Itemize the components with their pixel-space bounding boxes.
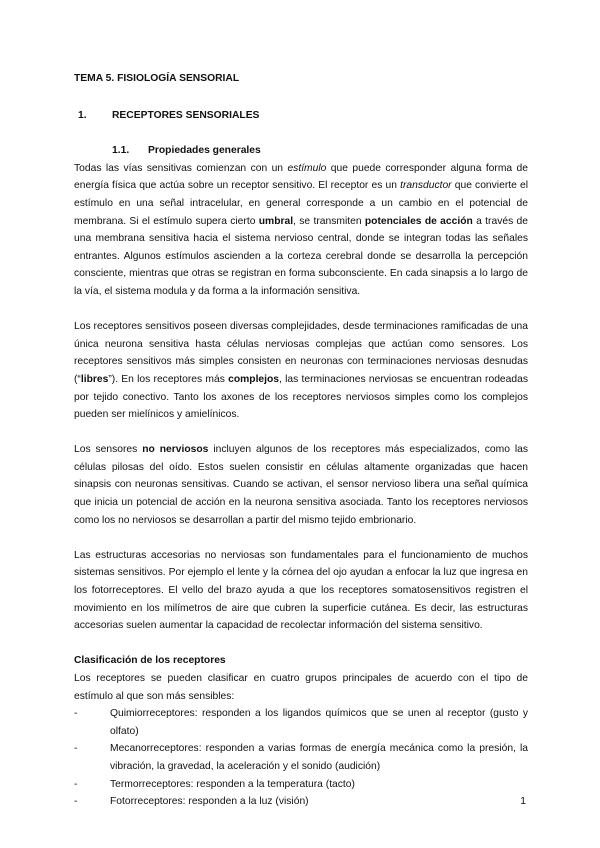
page-number: 1 xyxy=(520,796,526,807)
text-run: Los sensores xyxy=(74,444,143,456)
text-run: Los receptores sensitivos poseen diversas complejidades, desde terminaciones ramificadas de una única neurona sensitiva hasta células nerviosas complejas que actúan como sensores. Los receptores sensitivos más simples consisten en neuronas con terminaciones nerviosas desnudas (“ xyxy=(74,321,528,385)
paragraph-1 xyxy=(74,160,528,301)
section-heading xyxy=(74,107,528,125)
list-item xyxy=(74,740,528,775)
list-item xyxy=(74,776,528,794)
list-item xyxy=(74,793,528,811)
bullet-dash: - xyxy=(74,778,78,790)
section-title: RECEPTORES SENSORIALES xyxy=(112,109,260,121)
classification-intro: Los receptores se pueden clasificar en cuatro grupos principales de acuerdo con el tipo de estímulo al que son más sensibles: xyxy=(74,673,528,702)
subsection-number: 1.1. xyxy=(112,145,130,157)
text-run: que convierte el estímulo en una señal intracelular, en general corresponde a un cambio en el potencial de membrana. Si el estímulo supera cierto xyxy=(74,180,528,227)
paragraph-2 xyxy=(74,318,528,424)
paragraph-3 xyxy=(74,441,528,529)
bold-text: umbral xyxy=(258,215,294,227)
text-run: , las terminaciones nerviosas se encuentran rodeadas por tejido conectivo. Tanto los axones de los receptores nerviosos simples como los complejos pueden ser mielínicos y amielínicos. xyxy=(74,373,528,421)
bullet-dash: - xyxy=(74,708,78,720)
document-title: TEMA 5. FISIOLOGÍA SENSORIAL xyxy=(74,73,240,84)
text-run: , se transmiten xyxy=(293,215,365,227)
text-run: que puede corresponder alguna forma de energía física que actúa sobre un receptor sensitivo. El receptor es un xyxy=(74,162,529,192)
list-item xyxy=(74,705,528,740)
receptor-list xyxy=(74,705,528,811)
list-item-text: Mecanorreceptores: responden a varias formas de energía mecánica como la presión, la vibración, la gravedad, la aceleración y el sonido (audición) xyxy=(110,743,528,772)
paragraph-4 xyxy=(74,547,528,635)
bullet-dash: - xyxy=(74,796,78,808)
subsection-heading xyxy=(74,142,528,160)
bold-text: potenciales de acción xyxy=(364,215,473,227)
text-run: incluyen algunos de los receptores más especializados, como las células pilosas del oído. Estos suelen consistir en células altamente organizadas que hacen sinapsis con neuronas sensitivas. Cuando se activan, el sensor nervioso libera una señal química que inicia un potencial de acción en la neurona sensitiva asociada. Tanto los receptores nerviosos como los no nerviosos se desarrollan a partir del mismo tejido embrionario. xyxy=(74,444,528,526)
subsection-title: Propiedades generales xyxy=(148,145,261,157)
text-run: a través de una membrana sensitiva hacia el sistema nervioso central, donde se integran todas las señales entrantes. Algunos estímulos ascienden a la corteza cerebral donde se desarrolla la percepción consciente, mientras que otras se registran en forma subconsciente. En cada sinapsis a lo largo de la vía, el sistema modula y da forma a la información sensitiva. xyxy=(74,215,528,297)
bullet-dash: - xyxy=(74,743,78,755)
emphasis-text: transductor xyxy=(400,180,452,192)
bold-text: complejos xyxy=(228,373,280,385)
list-item-text: Termorreceptores: responden a la temperatura (tacto) xyxy=(110,778,355,790)
emphasis-text: estímulo xyxy=(287,162,327,174)
text-run: Todas las vías sensitivas comienzan con un xyxy=(74,162,288,174)
bold-text: libres xyxy=(80,373,109,385)
document-body xyxy=(74,70,528,811)
list-item-text: Fotorreceptores: responden a la luz (visión) xyxy=(110,796,309,808)
list-item-text: Quimiorreceptores: responden a los ligandos químicos que se unen al receptor (gusto y olfato) xyxy=(110,708,528,737)
text-run: ”). En los receptores más xyxy=(108,373,229,385)
classification-heading: Clasificación de los receptores xyxy=(74,655,226,667)
text-run: Las estructuras accesorias no nerviosas son fundamentales para el funcionamiento de muchos sistemas sensitivos. Por ejemplo el lente y la córnea del ojo ayudan a enfocar la luz que ingresa en los fotorreceptores. El vello del brazo ayuda a que los receptores somatosensitivos registren el movimiento en los milímetros de aire que cubren la superficie cutánea. Es decir, las estructuras accesorias suelen aumentar la capacidad de recolectar información del sistema sensitivo. xyxy=(74,549,528,632)
bold-text: no nerviosos xyxy=(142,444,209,456)
section-number: 1. xyxy=(78,109,87,121)
